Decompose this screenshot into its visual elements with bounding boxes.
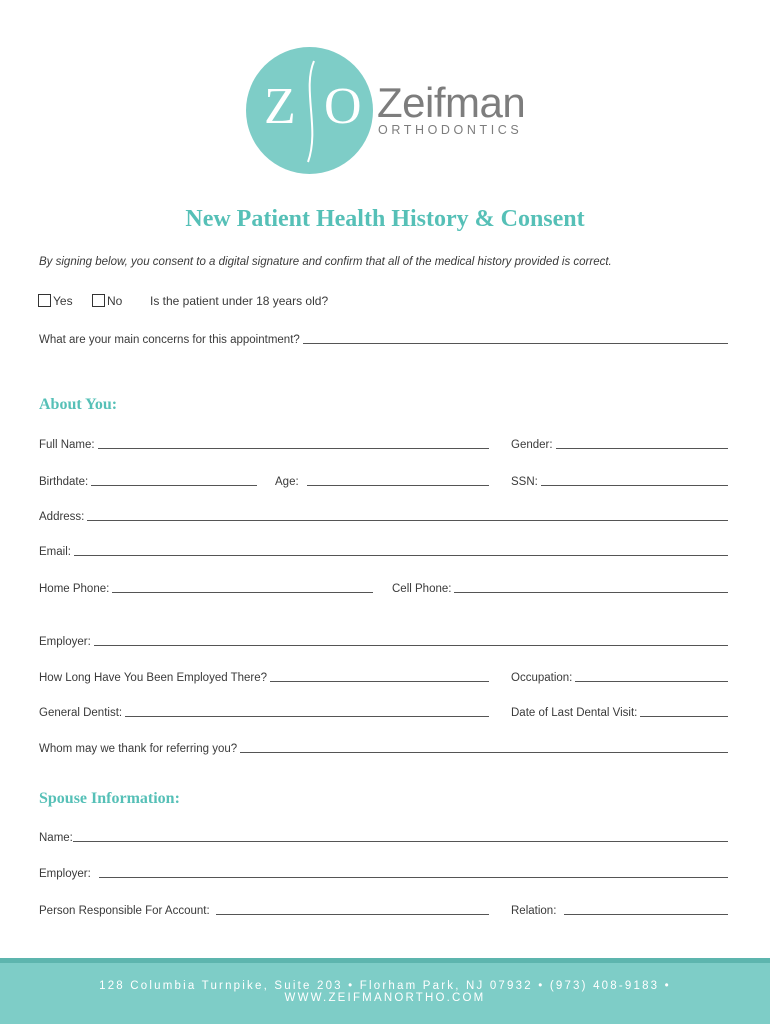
address-label: Address: <box>39 511 85 523</box>
gender-line[interactable] <box>556 437 728 449</box>
spouse-name-line[interactable] <box>73 830 728 842</box>
yes-checkbox[interactable] <box>38 294 51 307</box>
home-phone-field[interactable] <box>39 579 373 595</box>
no-option[interactable] <box>92 294 122 308</box>
email-field[interactable] <box>39 542 728 558</box>
ssn-line[interactable] <box>541 474 728 486</box>
age-label: Age: <box>275 476 299 488</box>
email-label: Email: <box>39 546 71 558</box>
spouse-name-field[interactable] <box>39 828 728 844</box>
general-dentist-field[interactable] <box>39 703 489 719</box>
last-dental-visit-field[interactable] <box>511 703 728 719</box>
full-name-line[interactable] <box>98 437 489 449</box>
logo-monogram-o: O <box>324 78 362 135</box>
age-field[interactable] <box>275 472 489 488</box>
spouse-name-label: Name: <box>39 832 73 844</box>
relation-field[interactable] <box>511 901 728 917</box>
age-line[interactable] <box>307 474 489 486</box>
ssn-field[interactable] <box>511 472 728 488</box>
spouse-heading: Spouse Information: <box>39 790 180 807</box>
birthdate-label: Birthdate: <box>39 476 89 488</box>
logo-monogram-z: Z <box>264 78 296 135</box>
logo-name: Zeifman <box>377 79 526 126</box>
concerns-line[interactable] <box>303 332 728 344</box>
cell-phone-label: Cell Phone: <box>392 583 452 595</box>
relation-label: Relation: <box>511 905 557 917</box>
employment-length-label: How Long Have You Been Employed There? <box>39 672 268 684</box>
responsible-party-line[interactable] <box>216 903 489 915</box>
consent-intro: By signing below, you consent to a digital signature and confirm that all of the medical history provided is correct. <box>39 256 612 268</box>
concerns-field[interactable] <box>39 330 728 346</box>
logo-circle <box>246 47 373 174</box>
address-line[interactable] <box>87 509 728 521</box>
cell-phone-field[interactable] <box>392 579 728 595</box>
practice-logo <box>246 47 536 177</box>
form-title: New Patient Health History & Consent <box>185 206 585 232</box>
general-dentist-label: General Dentist: <box>39 707 123 719</box>
ssn-label: SSN: <box>511 476 538 488</box>
yes-option[interactable] <box>38 294 73 308</box>
email-line[interactable] <box>74 544 728 556</box>
spouse-employer-field[interactable] <box>39 864 728 880</box>
no-label: No <box>107 294 123 308</box>
address-field[interactable] <box>39 507 728 523</box>
about-you-heading: About You: <box>39 396 118 413</box>
footer-bar <box>0 958 770 1024</box>
logo-slash-icon <box>296 59 326 164</box>
gender-field[interactable] <box>511 435 728 451</box>
general-dentist-line[interactable] <box>125 705 489 717</box>
home-phone-label: Home Phone: <box>39 583 110 595</box>
employer-field[interactable] <box>39 632 728 648</box>
referral-field[interactable] <box>39 739 728 755</box>
responsible-party-label: Person Responsible For Account: <box>39 905 210 917</box>
yes-label: Yes <box>53 294 73 308</box>
no-checkbox[interactable] <box>92 294 105 307</box>
under-18-question: Is the patient under 18 years old? <box>150 294 329 308</box>
last-dental-visit-line[interactable] <box>640 705 728 717</box>
full-name-label: Full Name: <box>39 439 95 451</box>
relation-line[interactable] <box>564 903 728 915</box>
employer-line[interactable] <box>94 634 728 646</box>
occupation-field[interactable] <box>511 668 728 684</box>
occupation-label: Occupation: <box>511 672 573 684</box>
spouse-employer-line[interactable] <box>99 866 728 878</box>
employment-length-line[interactable] <box>270 670 489 682</box>
full-name-field[interactable] <box>39 435 489 451</box>
concerns-label: What are your main concerns for this appointment? <box>39 334 300 346</box>
gender-label: Gender: <box>511 439 553 451</box>
birthdate-line[interactable] <box>91 474 257 486</box>
last-dental-visit-label: Date of Last Dental Visit: <box>511 707 638 719</box>
employer-label: Employer: <box>39 636 91 648</box>
spouse-employer-label: Employer: <box>39 868 91 880</box>
referral-line[interactable] <box>240 741 728 753</box>
responsible-party-field[interactable] <box>39 901 489 917</box>
occupation-line[interactable] <box>575 670 728 682</box>
employment-length-field[interactable] <box>39 668 489 684</box>
home-phone-line[interactable] <box>112 581 373 593</box>
footer-top-stripe <box>0 958 770 963</box>
referral-label: Whom may we thank for referring you? <box>39 743 238 755</box>
cell-phone-line[interactable] <box>454 581 728 593</box>
birthdate-field[interactable] <box>39 472 257 488</box>
footer-contact: 128 Columbia Turnpike, Suite 203 • Florham Park, NJ 07932 • (973) 408-9183 • WWW.ZEIFMANORTHO.COM <box>99 980 671 1004</box>
logo-subtitle: ORTHODONTICS <box>378 123 523 137</box>
